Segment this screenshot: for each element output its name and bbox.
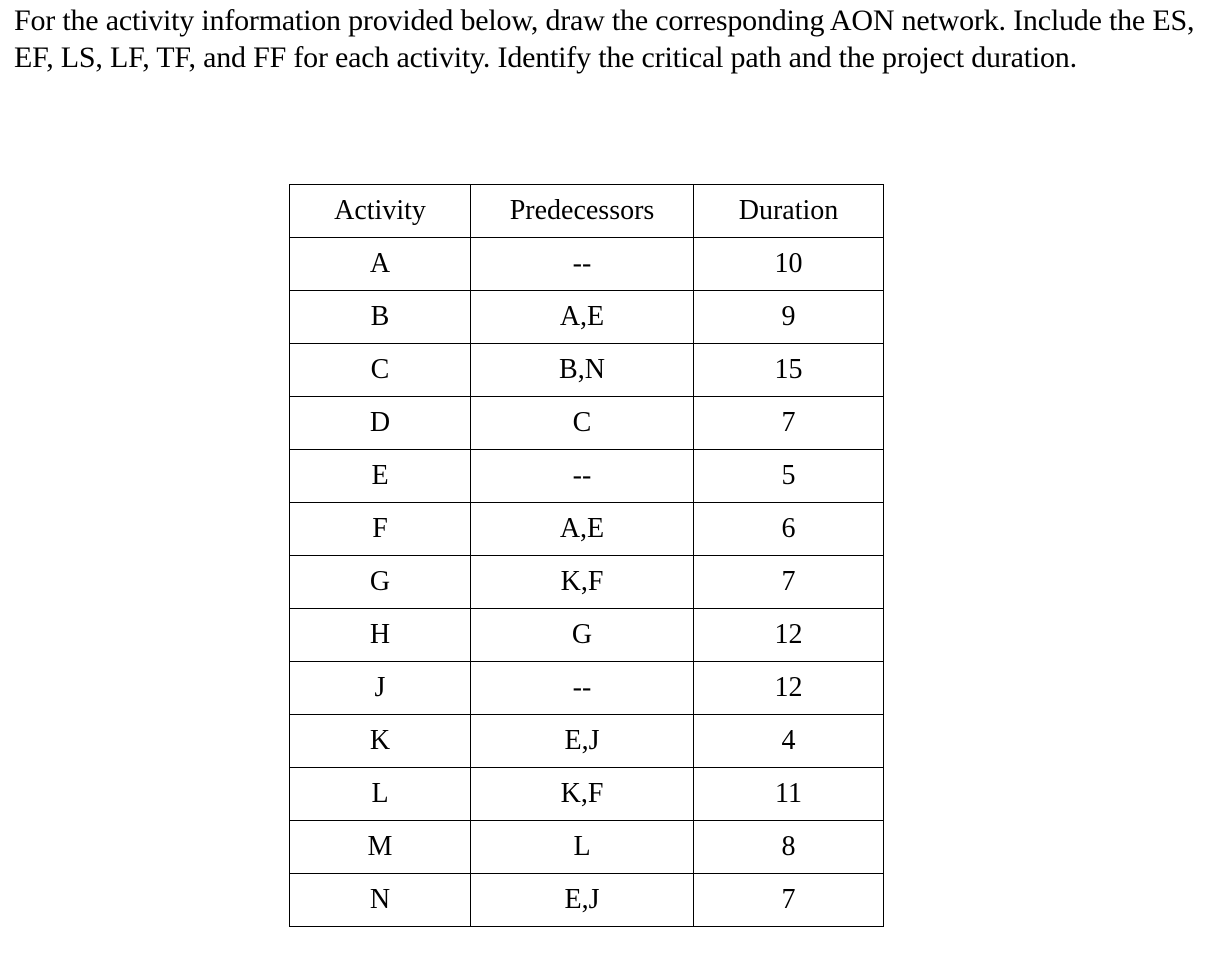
- activity-table: [289, 184, 884, 927]
- duration-cell: 12: [694, 662, 884, 715]
- duration-cell: 4: [694, 715, 884, 768]
- problem-statement: For the activity information provided below, draw the corresponding AON network. Include the ES, EF, LS, LF, TF, and FF for each activity. Identify the critical path and the project duration.: [14, 4, 1195, 74]
- activity-cell: N: [290, 874, 471, 927]
- predecessors-cell: A,E: [471, 503, 694, 556]
- table-row: [290, 503, 884, 556]
- predecessors-cell: A,E: [471, 291, 694, 344]
- table-row: [290, 874, 884, 927]
- duration-cell: 5: [694, 450, 884, 503]
- activity-cell: K: [290, 715, 471, 768]
- activity-cell: H: [290, 609, 471, 662]
- predecessors-cell: K,F: [471, 556, 694, 609]
- header-activity: Activity: [290, 185, 471, 238]
- activity-cell: A: [290, 238, 471, 291]
- activity-cell: L: [290, 768, 471, 821]
- predecessors-cell: E,J: [471, 874, 694, 927]
- table-header-row: [290, 185, 884, 238]
- activity-cell: G: [290, 556, 471, 609]
- activity-cell: J: [290, 662, 471, 715]
- predecessors-cell: --: [471, 662, 694, 715]
- predecessors-cell: C: [471, 397, 694, 450]
- duration-cell: 12: [694, 609, 884, 662]
- duration-cell: 7: [694, 397, 884, 450]
- duration-cell: 6: [694, 503, 884, 556]
- table-row: [290, 450, 884, 503]
- table-row: [290, 768, 884, 821]
- table-row: [290, 662, 884, 715]
- duration-cell: 7: [694, 556, 884, 609]
- header-duration: Duration: [694, 185, 884, 238]
- predecessors-cell: E,J: [471, 715, 694, 768]
- predecessors-cell: L: [471, 821, 694, 874]
- predecessors-cell: --: [471, 450, 694, 503]
- activity-cell: M: [290, 821, 471, 874]
- table-row: [290, 397, 884, 450]
- table-row: [290, 821, 884, 874]
- predecessors-cell: K,F: [471, 768, 694, 821]
- header-predecessors: Predecessors: [471, 185, 694, 238]
- duration-cell: 15: [694, 344, 884, 397]
- activity-cell: C: [290, 344, 471, 397]
- table-row: [290, 344, 884, 397]
- duration-cell: 11: [694, 768, 884, 821]
- activity-cell: F: [290, 503, 471, 556]
- activity-cell: D: [290, 397, 471, 450]
- activity-cell: E: [290, 450, 471, 503]
- table-row: [290, 556, 884, 609]
- predecessors-cell: G: [471, 609, 694, 662]
- duration-cell: 7: [694, 874, 884, 927]
- duration-cell: 8: [694, 821, 884, 874]
- table-row: [290, 238, 884, 291]
- activity-cell: B: [290, 291, 471, 344]
- predecessors-cell: --: [471, 238, 694, 291]
- table-row: [290, 715, 884, 768]
- duration-cell: 10: [694, 238, 884, 291]
- table-row: [290, 609, 884, 662]
- predecessors-cell: B,N: [471, 344, 694, 397]
- table-row: [290, 291, 884, 344]
- duration-cell: 9: [694, 291, 884, 344]
